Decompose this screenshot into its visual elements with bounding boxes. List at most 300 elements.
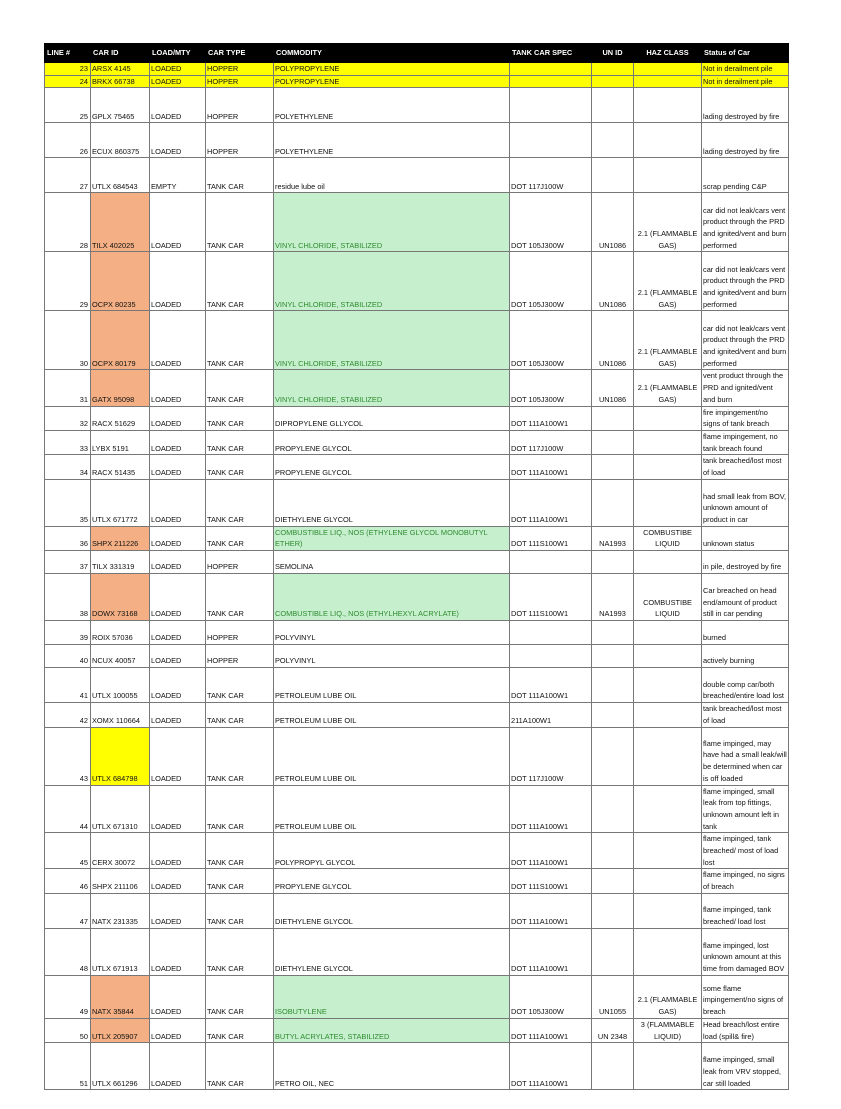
cell-line-number: 38 [45, 574, 91, 621]
cell-un-id: UN1055 [592, 975, 634, 1018]
cell-car-type: TANK CAR [206, 406, 274, 430]
header-car-id: CAR ID [91, 44, 150, 63]
cell-commodity: PETROLEUM LUBE OIL [274, 703, 510, 727]
cell-tank-car-spec [510, 621, 592, 645]
cell-tank-car-spec: DOT 111A100W1 [510, 1043, 592, 1090]
cell-un-id [592, 63, 634, 76]
cell-status: Not in derailment pile [702, 75, 789, 88]
cell-line-number: 49 [45, 975, 91, 1018]
cell-haz-class [634, 158, 702, 193]
cell-haz-class [634, 75, 702, 88]
cell-car-id: OCPX 80235 [91, 252, 150, 311]
cell-car-id: NATX 231335 [91, 893, 150, 928]
cell-tank-car-spec [510, 75, 592, 88]
cell-un-id: UN 2348 [592, 1018, 634, 1042]
cell-load-mty: LOADED [150, 621, 206, 645]
cell-haz-class [634, 727, 702, 785]
table-row [45, 406, 789, 430]
table-row [45, 526, 789, 550]
cell-haz-class [634, 928, 702, 975]
cell-un-id [592, 1043, 634, 1090]
cell-un-id [592, 703, 634, 727]
cell-haz-class [634, 833, 702, 869]
cell-tank-car-spec: DOT 105J300W [510, 252, 592, 311]
cell-tank-car-spec: DOT 111A100W1 [510, 455, 592, 479]
cell-haz-class: 2.1 (FLAMMABLE GAS) [634, 193, 702, 252]
table-row [45, 479, 789, 526]
cell-un-id [592, 158, 634, 193]
cell-line-number: 33 [45, 430, 91, 454]
cell-status: flame impinged, tank breached/ load lost [702, 893, 789, 928]
car-status-table [44, 43, 789, 1090]
cell-status: tank breached/lost most of load [702, 455, 789, 479]
cell-status: car did not leak/cars vent product through the PRD and ignited/vent and burn performed [702, 311, 789, 370]
header-status: Status of Car [702, 44, 789, 63]
cell-haz-class [634, 123, 702, 158]
cell-un-id [592, 621, 634, 645]
header-line-number: LINE # [45, 44, 91, 63]
cell-un-id [592, 430, 634, 454]
cell-line-number: 37 [45, 551, 91, 574]
table-row [45, 123, 789, 158]
cell-status: flame impinged, may have had a small leak/will be determined when car is off loaded [702, 727, 789, 785]
cell-car-id: ROIX 57036 [91, 621, 150, 645]
cell-un-id [592, 479, 634, 526]
cell-load-mty: LOADED [150, 928, 206, 975]
cell-commodity: VINYL CHLORIDE, STABILIZED [274, 370, 510, 406]
cell-car-id: SHPX 211226 [91, 526, 150, 550]
cell-car-type: TANK CAR [206, 703, 274, 727]
cell-line-number: 41 [45, 668, 91, 703]
cell-status: flame impinged, small leak from top fittings, unknown amount left in tank [702, 785, 789, 833]
table-row [45, 727, 789, 785]
cell-commodity: COMBUSTIBLE LIQ., NOS (ETHYLHEXYL ACRYLATE) [274, 574, 510, 621]
cell-tank-car-spec: DOT 111S100W1 [510, 574, 592, 621]
table-row [45, 88, 789, 123]
cell-load-mty: LOADED [150, 311, 206, 370]
cell-car-id: XOMX 110664 [91, 703, 150, 727]
cell-commodity: DIETHYLENE GLYCOL [274, 479, 510, 526]
cell-car-type: TANK CAR [206, 1043, 274, 1090]
cell-line-number: 42 [45, 703, 91, 727]
cell-car-id: LYBX 5191 [91, 430, 150, 454]
cell-commodity: COMBUSTIBLE LIQ., NOS (ETHYLENE GLYCOL MONOBUTYL ETHER) [274, 526, 510, 550]
table-row [45, 928, 789, 975]
cell-car-type: TANK CAR [206, 1018, 274, 1042]
cell-tank-car-spec: DOT 117J100W [510, 158, 592, 193]
cell-car-type: TANK CAR [206, 869, 274, 893]
cell-load-mty: LOADED [150, 1018, 206, 1042]
cell-status: double comp car/both breached/entire load lost [702, 668, 789, 703]
cell-tank-car-spec: DOT 111S100W1 [510, 869, 592, 893]
header-car-type: CAR TYPE [206, 44, 274, 63]
cell-tank-car-spec: DOT 111A100W1 [510, 1018, 592, 1042]
cell-un-id [592, 785, 634, 833]
cell-car-type: HOPPER [206, 551, 274, 574]
cell-car-type: HOPPER [206, 88, 274, 123]
cell-commodity: DIETHYLENE GLYCOL [274, 893, 510, 928]
table-row [45, 893, 789, 928]
table-row [45, 574, 789, 621]
cell-un-id [592, 75, 634, 88]
cell-un-id: UN1086 [592, 311, 634, 370]
cell-tank-car-spec: DOT 111A100W1 [510, 406, 592, 430]
cell-status: fire impingement/no signs of tank breach [702, 406, 789, 430]
cell-haz-class [634, 63, 702, 76]
cell-car-type: TANK CAR [206, 785, 274, 833]
cell-car-type: TANK CAR [206, 252, 274, 311]
cell-car-type: TANK CAR [206, 893, 274, 928]
cell-haz-class [634, 869, 702, 893]
cell-commodity: residue lube oil [274, 158, 510, 193]
cell-car-type: TANK CAR [206, 311, 274, 370]
cell-haz-class [634, 1043, 702, 1090]
cell-line-number: 43 [45, 727, 91, 785]
cell-line-number: 35 [45, 479, 91, 526]
cell-status: Not in derailment pile [702, 63, 789, 76]
cell-load-mty: LOADED [150, 1043, 206, 1090]
cell-car-id: GPLX 75465 [91, 88, 150, 123]
cell-car-type: HOPPER [206, 63, 274, 76]
cell-un-id: UN1086 [592, 252, 634, 311]
cell-un-id [592, 455, 634, 479]
cell-commodity: POLYVINYL [274, 645, 510, 668]
cell-car-id: UTLX 684543 [91, 158, 150, 193]
cell-car-id: TILX 331319 [91, 551, 150, 574]
cell-tank-car-spec: DOT 111A100W1 [510, 668, 592, 703]
cell-haz-class: 2.1 (FLAMMABLE GAS) [634, 975, 702, 1018]
cell-commodity: POLYETHYLENE [274, 123, 510, 158]
cell-haz-class [634, 430, 702, 454]
table-row [45, 1018, 789, 1042]
cell-car-id: UTLX 100055 [91, 668, 150, 703]
cell-car-type: HOPPER [206, 75, 274, 88]
cell-line-number: 47 [45, 893, 91, 928]
cell-tank-car-spec: DOT 111A100W1 [510, 893, 592, 928]
cell-status: lading destroyed by fire [702, 123, 789, 158]
cell-un-id: NA1993 [592, 574, 634, 621]
cell-load-mty: EMPTY [150, 158, 206, 193]
table-row [45, 621, 789, 645]
cell-status: scrap pending C&P [702, 158, 789, 193]
cell-un-id [592, 551, 634, 574]
cell-load-mty: LOADED [150, 370, 206, 406]
cell-load-mty: LOADED [150, 479, 206, 526]
cell-haz-class [634, 479, 702, 526]
cell-load-mty: LOADED [150, 869, 206, 893]
cell-load-mty: LOADED [150, 645, 206, 668]
cell-load-mty: LOADED [150, 574, 206, 621]
cell-car-type: TANK CAR [206, 479, 274, 526]
table-row [45, 703, 789, 727]
cell-load-mty: LOADED [150, 193, 206, 252]
cell-tank-car-spec: DOT 111A100W1 [510, 479, 592, 526]
cell-car-id: TILX 402025 [91, 193, 150, 252]
cell-car-id: NCUX 40057 [91, 645, 150, 668]
cell-line-number: 25 [45, 88, 91, 123]
cell-car-id: CERX 30072 [91, 833, 150, 869]
cell-line-number: 30 [45, 311, 91, 370]
cell-line-number: 23 [45, 63, 91, 76]
cell-status: vent product through the PRD and ignited/vent and burn [702, 370, 789, 406]
header-tank-car-spec: TANK CAR SPEC [510, 44, 592, 63]
cell-commodity: VINYL CHLORIDE, STABILIZED [274, 252, 510, 311]
cell-car-type: TANK CAR [206, 833, 274, 869]
cell-line-number: 27 [45, 158, 91, 193]
cell-car-type: HOPPER [206, 621, 274, 645]
cell-car-id: ARSX 4145 [91, 63, 150, 76]
cell-load-mty: LOADED [150, 551, 206, 574]
cell-tank-car-spec: DOT 117J100W [510, 430, 592, 454]
cell-line-number: 32 [45, 406, 91, 430]
cell-car-id: UTLX 684798 [91, 727, 150, 785]
cell-line-number: 28 [45, 193, 91, 252]
cell-haz-class: COMBUSTIBE LIQUID [634, 526, 702, 550]
cell-car-type: TANK CAR [206, 975, 274, 1018]
cell-line-number: 45 [45, 833, 91, 869]
cell-car-id: SHPX 211106 [91, 869, 150, 893]
cell-commodity: PETRO OIL, NEC [274, 1043, 510, 1090]
cell-load-mty: LOADED [150, 833, 206, 869]
table-row [45, 158, 789, 193]
cell-line-number: 39 [45, 621, 91, 645]
table-row [45, 645, 789, 668]
cell-status: burned [702, 621, 789, 645]
cell-load-mty: LOADED [150, 703, 206, 727]
cell-car-type: TANK CAR [206, 526, 274, 550]
cell-status: actively burning [702, 645, 789, 668]
car-status-sheet [44, 43, 788, 1090]
cell-load-mty: LOADED [150, 526, 206, 550]
table-row [45, 833, 789, 869]
cell-status: Car breached on head end/amount of product still in car pending [702, 574, 789, 621]
cell-car-id: UTLX 661296 [91, 1043, 150, 1090]
cell-load-mty: LOADED [150, 252, 206, 311]
cell-tank-car-spec: DOT 105J300W [510, 975, 592, 1018]
cell-car-id: BRKX 66738 [91, 75, 150, 88]
cell-line-number: 26 [45, 123, 91, 158]
cell-line-number: 48 [45, 928, 91, 975]
cell-un-id [592, 869, 634, 893]
cell-car-type: TANK CAR [206, 928, 274, 975]
cell-tank-car-spec: DOT 105J300W [510, 193, 592, 252]
cell-commodity: ISOBUTYLENE [274, 975, 510, 1018]
cell-car-type: TANK CAR [206, 668, 274, 703]
header-row [45, 44, 789, 63]
cell-status: flame impinged, tank breached/ most of load lost [702, 833, 789, 869]
cell-line-number: 34 [45, 455, 91, 479]
cell-tank-car-spec: DOT 111S100W1 [510, 526, 592, 550]
header-haz-class: HAZ CLASS [634, 44, 702, 63]
cell-commodity: PETROLEUM LUBE OIL [274, 668, 510, 703]
cell-line-number: 46 [45, 869, 91, 893]
cell-haz-class: 2.1 (FLAMMABLE GAS) [634, 370, 702, 406]
cell-tank-car-spec: DOT 117J100W [510, 727, 592, 785]
cell-tank-car-spec [510, 63, 592, 76]
table-row [45, 785, 789, 833]
cell-tank-car-spec [510, 645, 592, 668]
cell-commodity: SEMOLINA [274, 551, 510, 574]
cell-status: flame impinged, lost unknown amount at this time from damaged BOV [702, 928, 789, 975]
cell-line-number: 24 [45, 75, 91, 88]
cell-car-type: TANK CAR [206, 370, 274, 406]
cell-haz-class: 2.1 (FLAMMABLE GAS) [634, 252, 702, 311]
cell-load-mty: LOADED [150, 88, 206, 123]
cell-commodity: BUTYL ACRYLATES, STABILIZED [274, 1018, 510, 1042]
cell-car-type: HOPPER [206, 123, 274, 158]
cell-tank-car-spec: DOT 105J300W [510, 311, 592, 370]
cell-haz-class [634, 455, 702, 479]
cell-car-id: NATX 35844 [91, 975, 150, 1018]
cell-car-id: UTLX 671310 [91, 785, 150, 833]
table-row [45, 75, 789, 88]
cell-commodity: PETROLEUM LUBE OIL [274, 785, 510, 833]
cell-haz-class [634, 406, 702, 430]
cell-car-id: RACX 51629 [91, 406, 150, 430]
cell-load-mty: LOADED [150, 975, 206, 1018]
cell-tank-car-spec [510, 123, 592, 158]
table-row [45, 455, 789, 479]
cell-status: Head breach/lost entire load (spill& fire) [702, 1018, 789, 1042]
cell-un-id [592, 645, 634, 668]
cell-haz-class [634, 785, 702, 833]
table-body [45, 63, 789, 1090]
cell-line-number: 40 [45, 645, 91, 668]
cell-tank-car-spec [510, 551, 592, 574]
cell-commodity: POLYPROPYLENE [274, 75, 510, 88]
cell-car-type: TANK CAR [206, 727, 274, 785]
cell-commodity: PROPYLENE GLYCOL [274, 869, 510, 893]
cell-haz-class [634, 645, 702, 668]
cell-car-id: ECUX 860375 [91, 123, 150, 158]
cell-un-id [592, 928, 634, 975]
cell-commodity: PROPYLENE GLYCOL [274, 430, 510, 454]
cell-status: flame impinged, no signs of breach [702, 869, 789, 893]
table-row [45, 551, 789, 574]
cell-status: lading destroyed by fire [702, 88, 789, 123]
cell-commodity: PROPYLENE GLYCOL [274, 455, 510, 479]
cell-tank-car-spec [510, 88, 592, 123]
cell-haz-class [634, 551, 702, 574]
header-commodity: COMMODITY [274, 44, 510, 63]
cell-car-type: TANK CAR [206, 158, 274, 193]
table-row [45, 1043, 789, 1090]
cell-commodity: DIETHYLENE GLYCOL [274, 928, 510, 975]
cell-un-id [592, 668, 634, 703]
cell-haz-class [634, 88, 702, 123]
cell-load-mty: LOADED [150, 75, 206, 88]
cell-car-id: OCPX 80179 [91, 311, 150, 370]
cell-status: in pile, destroyed by fire [702, 551, 789, 574]
cell-car-type: TANK CAR [206, 193, 274, 252]
cell-commodity: POLYETHYLENE [274, 88, 510, 123]
cell-car-id: UTLX 205907 [91, 1018, 150, 1042]
table-row [45, 311, 789, 370]
cell-haz-class [634, 621, 702, 645]
cell-line-number: 29 [45, 252, 91, 311]
cell-status: some flame impingement/no signs of breach [702, 975, 789, 1018]
cell-un-id [592, 406, 634, 430]
cell-tank-car-spec: DOT 111A100W1 [510, 833, 592, 869]
cell-car-id: GATX 95098 [91, 370, 150, 406]
cell-load-mty: LOADED [150, 727, 206, 785]
header-un-id: UN ID [592, 44, 634, 63]
cell-haz-class: 3 (FLAMMABLE LIQUID) [634, 1018, 702, 1042]
cell-load-mty: LOADED [150, 455, 206, 479]
table-row [45, 193, 789, 252]
cell-load-mty: LOADED [150, 63, 206, 76]
cell-commodity: PETROLEUM LUBE OIL [274, 727, 510, 785]
cell-status: car did not leak/cars vent product through the PRD and ignited/vent and burn performed [702, 252, 789, 311]
cell-line-number: 44 [45, 785, 91, 833]
table-row [45, 975, 789, 1018]
cell-car-id: UTLX 671913 [91, 928, 150, 975]
cell-haz-class: 2.1 (FLAMMABLE GAS) [634, 311, 702, 370]
cell-haz-class [634, 668, 702, 703]
cell-un-id: UN1086 [592, 193, 634, 252]
table-row [45, 430, 789, 454]
cell-un-id: UN1086 [592, 370, 634, 406]
cell-haz-class [634, 703, 702, 727]
cell-status: tank breached/lost most of load [702, 703, 789, 727]
cell-load-mty: LOADED [150, 406, 206, 430]
cell-commodity: POLYPROPYLENE [274, 63, 510, 76]
cell-un-id [592, 727, 634, 785]
cell-status: flame impinged, small leak from VRV stopped, car still loaded [702, 1043, 789, 1090]
cell-tank-car-spec: DOT 111A100W1 [510, 785, 592, 833]
cell-line-number: 51 [45, 1043, 91, 1090]
cell-load-mty: LOADED [150, 430, 206, 454]
cell-status: unknown status [702, 526, 789, 550]
cell-tank-car-spec: 211A100W1 [510, 703, 592, 727]
cell-haz-class: COMBUSTIBE LIQUID [634, 574, 702, 621]
cell-car-id: RACX 51435 [91, 455, 150, 479]
cell-un-id [592, 88, 634, 123]
cell-commodity: VINYL CHLORIDE, STABILIZED [274, 193, 510, 252]
cell-car-type: HOPPER [206, 645, 274, 668]
cell-status: flame impingement, no tank breach found [702, 430, 789, 454]
cell-load-mty: LOADED [150, 123, 206, 158]
cell-un-id: NA1993 [592, 526, 634, 550]
header-load-mty: LOAD/MTY [150, 44, 206, 63]
cell-car-id: DOWX 73168 [91, 574, 150, 621]
cell-un-id [592, 123, 634, 158]
cell-tank-car-spec: DOT 111A100W1 [510, 928, 592, 975]
cell-status: had small leak from BOV, unknown amount of product in car [702, 479, 789, 526]
cell-load-mty: LOADED [150, 785, 206, 833]
cell-car-type: TANK CAR [206, 430, 274, 454]
cell-line-number: 36 [45, 526, 91, 550]
table-row [45, 370, 789, 406]
table-row [45, 668, 789, 703]
cell-load-mty: LOADED [150, 668, 206, 703]
table-row [45, 63, 789, 76]
cell-commodity: DIPROPYLENE GLLYCOL [274, 406, 510, 430]
cell-car-id: UTLX 671772 [91, 479, 150, 526]
cell-commodity: POLYPROPYL GLYCOL [274, 833, 510, 869]
table-row [45, 869, 789, 893]
cell-line-number: 31 [45, 370, 91, 406]
cell-line-number: 50 [45, 1018, 91, 1042]
cell-un-id [592, 833, 634, 869]
cell-load-mty: LOADED [150, 893, 206, 928]
table-row [45, 252, 789, 311]
cell-status: car did not leak/cars vent product through the PRD and ignited/vent and burn performed [702, 193, 789, 252]
cell-commodity: VINYL CHLORIDE, STABILIZED [274, 311, 510, 370]
cell-tank-car-spec: DOT 105J300W [510, 370, 592, 406]
cell-car-type: TANK CAR [206, 574, 274, 621]
cell-haz-class [634, 893, 702, 928]
